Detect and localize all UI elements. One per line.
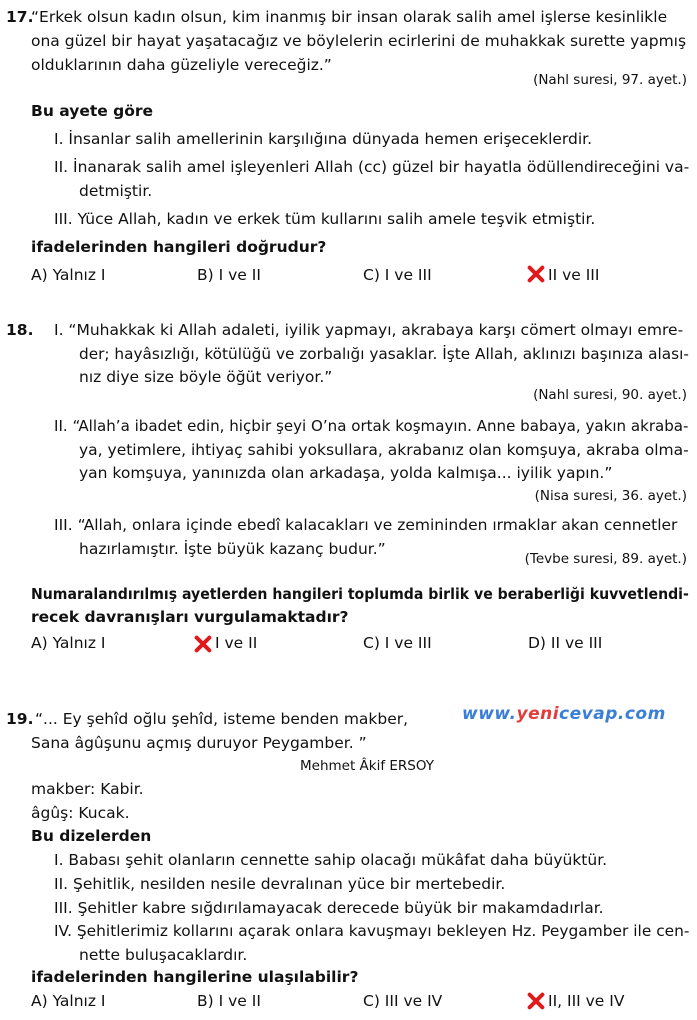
q19-question: ifadelerinden hangilerine ulaşılabilir?	[31, 968, 359, 986]
q18-verse-1-cont: der; hayâsızlığı, kötülüğü ve zorbalığı yasaklar. İşte Allah, aklınızı başınıza alası-	[79, 345, 689, 363]
q19-gloss: makber: Kabir.	[31, 780, 144, 798]
q17-question: ifadelerinden hangileri doğrudur?	[31, 238, 327, 256]
q17-statement-1: I. İnsanlar salih amellerinin karşılığına dünyada hemen erişeceklerdir.	[54, 130, 593, 148]
q17-quote-line: ona güzel bir hayat yaşatacağız ve böylelerin ecirlerini de muhakkak surette yapmış	[31, 32, 687, 50]
q19-option-d[interactable]: II, III ve IV	[548, 992, 625, 1010]
q19-statement-4: IV. Şehitlerimiz kollarını açarak onlara kavuşmayı bekleyen Hz. Peygamber ile cen-	[54, 922, 690, 940]
watermark[interactable]: www.yenicevap.com	[462, 704, 666, 724]
q18-option-a[interactable]: A) Yalnız I	[31, 634, 106, 652]
q17-source: (Nahl suresi, 97. ayet.)	[533, 72, 687, 88]
answer-cross-icon	[526, 264, 546, 284]
q19-gloss: âgûş: Kucak.	[31, 804, 130, 822]
q19-statement-3: III. Şehitler kabre sığdırılamayacak derecede büyük bir makamdadırlar.	[54, 899, 604, 917]
q19-number: 19.	[6, 710, 34, 728]
q19-verse-line: Sana âgûşunu açmış duruyor Peygamber. ”	[31, 734, 367, 752]
q18-option-b[interactable]: I ve II	[215, 634, 258, 652]
q17-option-b[interactable]: B) I ve II	[197, 266, 261, 284]
q19-statement-1: I. Babası şehit olanların cennette sahip olacağı mükâfat daha büyüktür.	[54, 851, 608, 869]
q17-statement-3: III. Yüce Allah, kadın ve erkek tüm kullarını salih amele teşvik etmiştir.	[54, 210, 596, 228]
q18-question-cont: recek davranışları vurgulamaktadır?	[31, 608, 349, 626]
q18-verse-1-cont: nız diye size böyle öğüt veriyor.”	[79, 368, 333, 386]
q18-option-c[interactable]: C) I ve III	[363, 634, 432, 652]
q18-verse-3: III. “Allah, onlara içinde ebedî kalacakları ve zemininden ırmaklar akan cennetler	[54, 516, 678, 534]
q18-verse-3-cont: hazırlamıştır. İşte büyük kazanç budur.”	[79, 540, 386, 558]
q18-option-d[interactable]: D) II ve III	[528, 634, 603, 652]
q19-option-c[interactable]: C) III ve IV	[363, 992, 443, 1010]
q17-quote-line: olduklarının daha güzeliyle vereceğiz.”	[31, 56, 332, 74]
q17-quote-line: “Erkek olsun kadın olsun, kim inanmış bir insan olarak salih amel işlerse kesinlikle	[31, 8, 668, 26]
q17-prompt: Bu ayete göre	[31, 102, 154, 120]
q17-option-c[interactable]: C) I ve III	[363, 266, 432, 284]
q18-verse-1-source: (Nahl suresi, 90. ayet.)	[533, 387, 687, 403]
q17-statement-2-cont: detmiştir.	[79, 182, 153, 200]
answer-cross-icon	[526, 991, 546, 1011]
q18-verse-1: I. “Muhakkak ki Allah adaleti, iyilik yapmayı, akrabaya karşı cömert olmayı emre-	[54, 321, 684, 339]
q19-verse-line: “... Ey şehîd oğlu şehîd, isteme benden makber,	[35, 710, 409, 728]
q17-statement-2: II. İnanarak salih amel işleyenleri Allah (cc) güzel bir hayatla ödüllendireceğini va-	[54, 158, 690, 176]
q19-statement-4-cont: nette buluşacaklardır.	[79, 946, 248, 964]
q18-question: Numaralandırılmış ayetlerden hangileri toplumda birlik ve beraberliği kuvvetlendi-	[31, 585, 689, 603]
q17-option-d[interactable]: II ve III	[548, 266, 600, 284]
q18-verse-3-source: (Tevbe suresi, 89. ayet.)	[524, 551, 687, 567]
q17-number: 17.	[6, 8, 34, 26]
q19-author: Mehmet Âkif ERSOY	[300, 758, 435, 774]
q19-option-a[interactable]: A) Yalnız I	[31, 992, 106, 1010]
q18-number: 18.	[6, 321, 34, 339]
q19-option-b[interactable]: B) I ve II	[197, 992, 261, 1010]
q18-verse-2: II. “Allah’a ibadet edin, hiçbir şeyi O’na ortak koşmayın. Anne babaya, yakın akraba-	[54, 417, 689, 435]
q18-verse-2-cont: ya, yetimlere, ihtiyaç sahibi yoksullara, akrabanız olan komşuya, akraba olma-	[79, 441, 689, 459]
q19-statement-2: II. Şehitlik, nesilden nesile devralınan yüce bir mertebedir.	[54, 875, 506, 893]
q17-option-a[interactable]: A) Yalnız I	[31, 266, 106, 284]
answer-cross-icon	[193, 634, 213, 654]
q19-prompt: Bu dizelerden	[31, 827, 152, 845]
q18-verse-2-cont: yan komşuya, yanınızda olan arkadaşa, yolda kalmışa... iyilik yapın.”	[79, 464, 613, 482]
q18-verse-2-source: (Nisa suresi, 36. ayet.)	[534, 488, 687, 504]
